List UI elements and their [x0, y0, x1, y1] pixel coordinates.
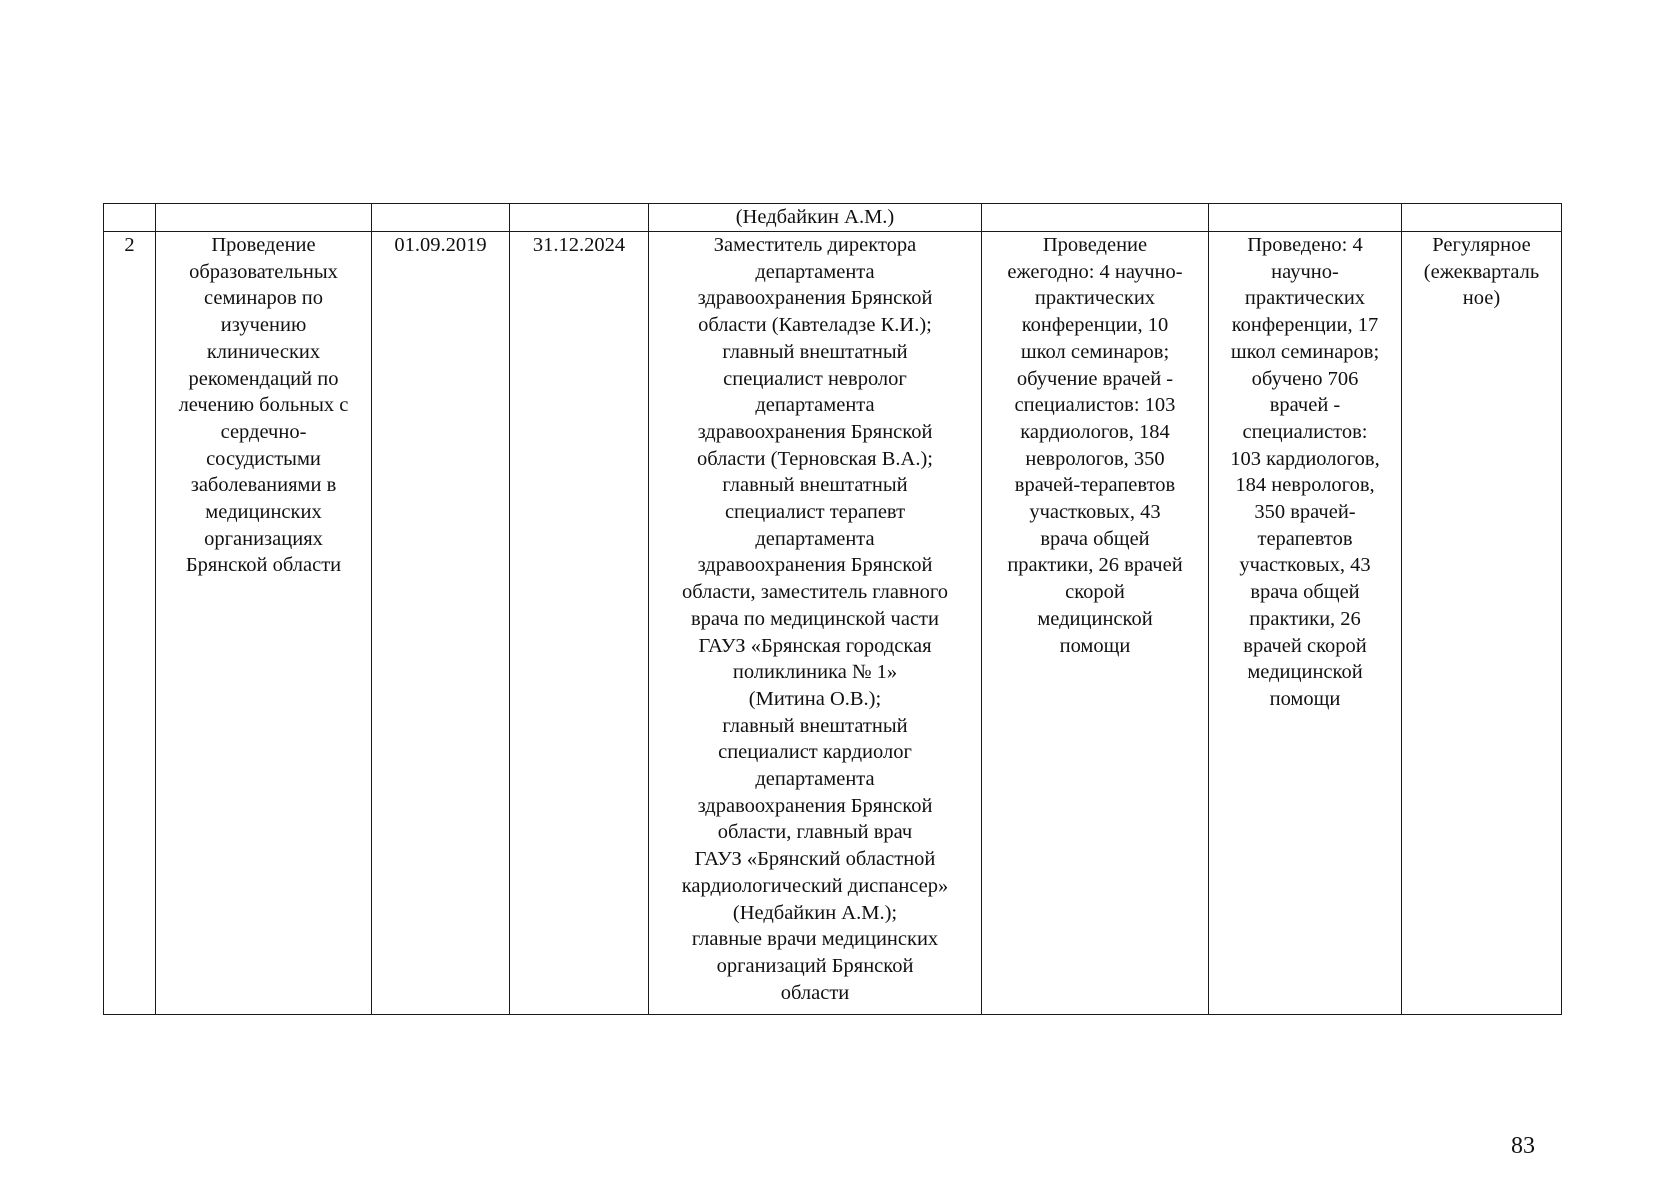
cell-planned-result: Проведение ежегодно: 4 научно- практических конференции, 10 школ семинаров; обучение врачей - специалистов: 103 кардиологов, 184 неврологов, 350 врачей-терапевтов участковых, 43 врача общей практики, 26 врачей скорой медицинской помощи [982, 232, 1209, 1015]
cell-end-date: 31.12.2024 [510, 232, 649, 1015]
cell-number [104, 204, 156, 232]
cell-periodicity [1402, 204, 1562, 232]
cell-actual-result [1209, 204, 1402, 232]
table-row [104, 232, 1562, 1015]
cell-responsible: (Недбайкин А.М.) [649, 204, 982, 232]
page-number: 83 [1511, 1133, 1535, 1159]
cell-start-date [372, 204, 510, 232]
cell-end-date [510, 204, 649, 232]
cell-actual-result: Проведено: 4 научно- практических конференции, 17 школ семинаров; обучено 706 врачей - специалистов: 103 кардиологов, 184 неврологов, 350 врачей- терапевтов участковых, 43 врача общей практики, 26 врачей скорой медицинской помощи [1209, 232, 1402, 1015]
cell-start-date: 01.09.2019 [372, 232, 510, 1015]
cell-responsible: Заместитель директора департамента здравоохранения Брянской области (Кавтеладзе К.И.); главный внештатный специалист невролог департамента здравоохранения Брянской области (Терновская В.А.); главный внештатный специалист терапевт департамента здравоохранения Брянской области, заместитель главного врача по медицинской части ГАУЗ «Брянская городская поликлиника № 1» (Митина О.В.); главный внештатный специалист кардиолог департамента здравоохранения Брянской области, главный врач ГАУЗ «Брянский областной кардиологический диспансер» (Недбайкин А.М.); главные врачи медицинских организаций Брянской области [649, 232, 982, 1015]
cell-event [156, 204, 372, 232]
cell-event: Проведение образовательных семинаров по изучению клинических рекомендаций по лечению больных с сердечно- сосудистыми заболеваниями в медицинских организациях Брянской области [156, 232, 372, 1015]
cell-number: 2 [104, 232, 156, 1015]
continuation-row [104, 204, 1562, 232]
cell-planned-result [982, 204, 1209, 232]
measures-table [103, 203, 1562, 1015]
cell-periodicity: Регулярное (ежекварталь ное) [1402, 232, 1562, 1015]
